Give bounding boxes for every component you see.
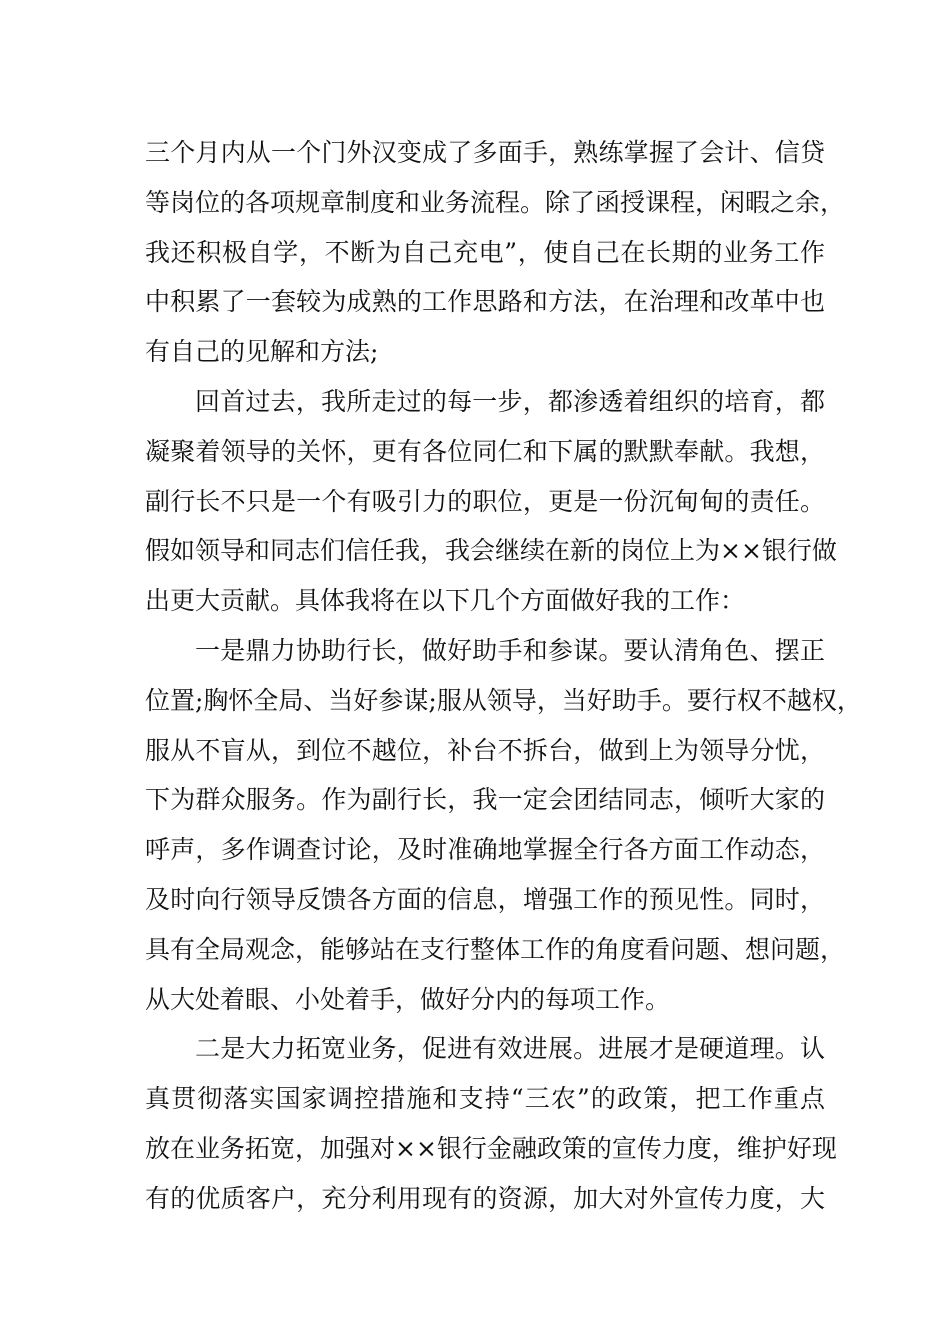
- text-line: 及时向行领导反馈各方面的信息，增强工作的预见性。同时，: [145, 884, 825, 914]
- text-line: 位置;胸怀全局、当好参谋;服从领导，当好助手。要行权不越权，: [145, 685, 862, 715]
- text-line: 出更大贡献。具体我将在以下几个方面做好我的工作：: [145, 586, 746, 616]
- text-line: 凝聚着领导的关怀，更有各位同仁和下属的默默奉献。我想，: [145, 436, 825, 466]
- text-line: 服从不盲从，到位不越位，补台不拆台，做到上为领导分忧，: [145, 735, 825, 765]
- text-line: 呼声，多作调查讨论，及时准确地掌握全行各方面工作动态，: [145, 835, 825, 865]
- text-line: 三个月内从一个门外汉变成了多面手，熟练掌握了会计、信贷: [145, 138, 825, 167]
- text-line: 真贯彻落实国家调控措施和支持“三农”的政策，把工作重点: [145, 1084, 825, 1114]
- text-line: 放在业务拓宽，加强对××银行金融政策的宣传力度，维护好现: [145, 1133, 837, 1163]
- document-body: [145, 128, 862, 1224]
- text-line: 具有全局观念，能够站在支行整体工作的角度看问题、想问题，: [145, 934, 846, 964]
- text-line: 副行长不只是一个有吸引力的职位，更是一份沉甸甸的责任。: [145, 486, 825, 516]
- text-line: 一是鼎力协助行长，做好助手和参谋。要认清角色、摆正: [195, 635, 825, 665]
- text-line: 回首过去，我所走过的每一步，都渗透着组织的培育，都: [195, 386, 825, 416]
- text-line: 二是大力拓宽业务，促进有效进展。进展才是硬道理。认: [195, 1034, 825, 1064]
- text-line: 有自己的见解和方法;: [145, 337, 379, 367]
- text-line: 下为群众服务。作为副行长，我一定会团结同志，倾听大家的: [145, 785, 825, 815]
- text-line: 我还积极自学，不断为自己充电”，使自己在长期的业务工作: [145, 237, 825, 267]
- text-line: 有的优质客户，充分利用现有的资源，加大对外宣传力度，大: [145, 1183, 825, 1213]
- text-line: 中积累了一套较为成熟的工作思路和方法，在治理和改革中也: [145, 287, 825, 317]
- text-line: 从大处着眼、小处着手，做好分内的每项工作。: [145, 984, 671, 1014]
- text-line: 等岗位的各项规章制度和业务流程。除了函授课程，闲暇之余，: [145, 187, 846, 217]
- text-line: 假如领导和同志们信任我，我会继续在新的岗位上为××银行做: [145, 536, 837, 566]
